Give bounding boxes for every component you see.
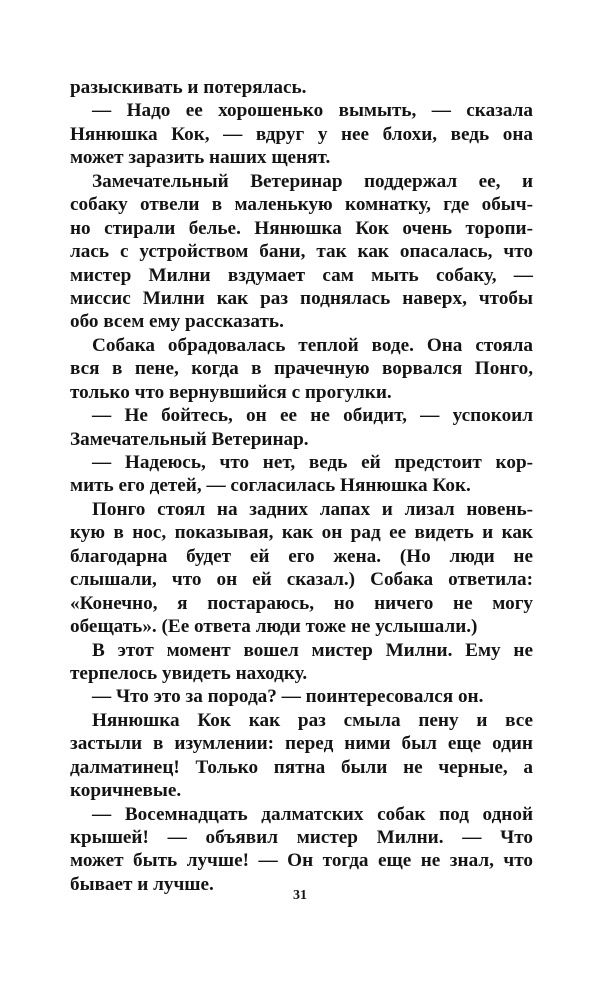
text-line: крышей! — объявил мистер Милни. — Что [70,827,533,848]
text-line: В этот момент вошел мистер Милни. Ему не [92,639,533,661]
text-line: обещать». (Ее ответа люди тоже не услышали.) [70,616,478,638]
text-line: мить его детей, — согласилась Нянюшка Кок. [70,475,471,497]
text-line: кую в нос, показывая, как он рад ее видеть и как [70,522,533,544]
text-line: может заразить наших щенят. [70,147,331,169]
text-line: — Что это за порода? — поинтересовался он. [92,686,484,708]
text-line: лась с устройством бани, так как опасалась, что [70,241,533,263]
text-line: «Конечно, я постараюсь, но ничего не могу [70,592,533,614]
text-line: благодарна будет ей его жена. (Но люди не [70,545,533,567]
text-line: коричневые. [70,780,182,802]
text-line: разыскивать и потерялась. [70,77,307,98]
text-line: Нянюшка Кок как раз смыла пену и все [92,709,533,731]
text-line: — Надеюсь, что нет, ведь ей предстоит кор- [92,452,533,473]
text-line: далматинец! Только пятна были не черные, а [70,756,533,778]
text-line: вся в пене, когда в прачечную ворвался Понго, [70,358,533,380]
text-line: может быть лучше! — Он тогда еще не знал, что [70,850,533,872]
text-line: миссис Милни как раз поднялась наверх, чтобы [70,287,533,309]
page-number: 31 [293,888,307,903]
text-line: застыли в изумлении: перед ними был еще один [70,733,533,755]
text-line: бывает и лучше. [70,873,214,895]
text-line: Нянюшка Кок, — вдруг у нее блохи, ведь она [70,123,533,145]
text-line: Замечательный Ветеринар. [70,428,309,450]
text-line: только что вернувшийся с прогулки. [70,381,392,403]
text-line: обо всем ему рассказать. [70,311,284,333]
book-page-text [70,76,533,896]
text-line: мистер Милни вздумает сам мыть собаку, — [70,264,533,286]
text-line: собаку отвели в маленькую комнатку, где обыч- [70,194,533,216]
text-line: Понго стоял на задних лапах и лизал новень- [92,498,533,520]
text-line: — Не бойтесь, он ее не обидит, — успокоил [92,405,533,427]
text-line: Собака обрадовалась теплой воде. Она стояла [92,334,533,356]
text-line: — Надо ее хорошенько вымыть, — сказала [92,100,533,122]
text-line: но стирали белье. Нянюшка Кок очень торопи- [70,217,533,239]
text-line: слышали, что он ей сказал.) Собака ответила: [70,569,533,591]
text-line: Замечательный Ветеринар поддержал ее, и [92,170,533,192]
text-line: — Восемнадцать далматских собак под одной [92,803,533,825]
text-line: терпелось увидеть находку. [70,662,308,684]
